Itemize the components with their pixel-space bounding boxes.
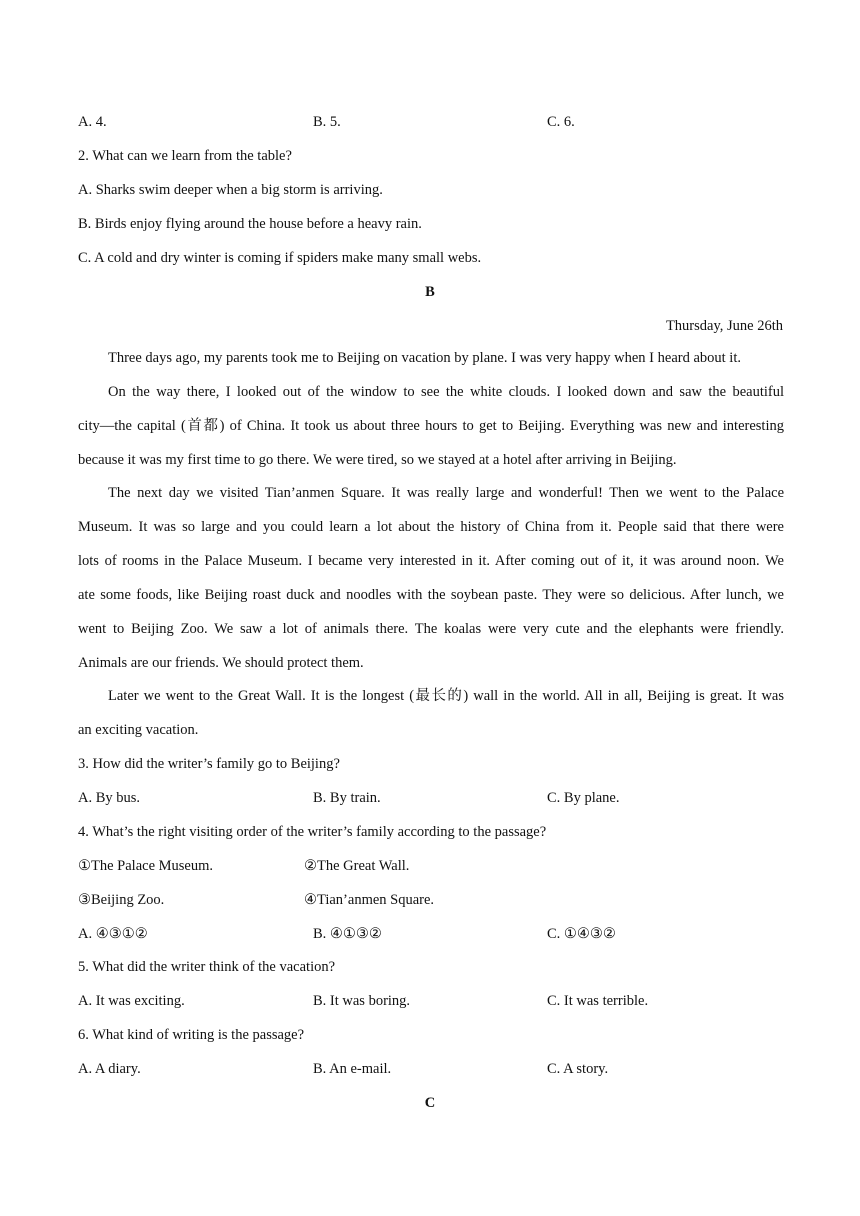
q2-option-b: B. Birds enjoy flying around the house before a heavy rain. <box>78 216 422 232</box>
passage-line: Later we went to the Great Wall. It is the longest (最长的) wall in the world. All in all, Beijing is great. It was <box>108 688 784 704</box>
passage-line: Three days ago, my parents took me to Beijing on vacation by plane. I was very happy when I heard about it. <box>108 350 741 366</box>
q6-option-a: A. A diary. <box>78 1061 141 1077</box>
q2-option-a: A. Sharks swim deeper when a big storm is arriving. <box>78 182 383 198</box>
passage-line: lots of rooms in the Palace Museum. I became very interested in it. After coming out of it, it was around noon. We <box>78 553 784 569</box>
passage-paragraph-3 <box>78 476 784 680</box>
passage-line: ate some foods, like Beijing roast duck and noodles with the soybean paste. They were so delicious. After lunch, we <box>78 587 784 603</box>
q5-option-a: A. It was exciting. <box>78 993 185 1009</box>
q2-option-c: C. A cold and dry winter is coming if spiders make many small webs. <box>78 250 482 266</box>
q4-item-2: ②The Great Wall. <box>304 858 410 874</box>
passage-line: because it was my first time to go there. We were tired, so we stayed at a hotel after arriving in Beijing. <box>78 452 677 468</box>
passage-paragraph-1 <box>78 341 784 375</box>
passage-line: The next day we visited Tian’anmen Square. It was really large and wonderful! Then we went to the Palace <box>108 485 784 501</box>
section-c-heading: C <box>424 1095 436 1111</box>
q4-item-3: ③Beijing Zoo. <box>78 892 165 908</box>
diary-date: Thursday, June 26th <box>665 318 783 334</box>
passage-line: Animals are our friends. We should protect them. <box>78 655 364 671</box>
passage-line: city—the capital (首都) of China. It took us about three hours to get to Beijing. Everything was new and interesting <box>78 418 784 434</box>
q1-option-a: A. 4. <box>78 114 107 130</box>
q5-question: 5. What did the writer think of the vacation? <box>78 959 336 975</box>
q3-option-c: C. By plane. <box>547 790 620 806</box>
q4-item-1: ①The Palace Museum. <box>78 858 214 874</box>
q3-question: 3. How did the writer’s family go to Beijing? <box>78 756 340 772</box>
q5-option-c: C. It was terrible. <box>547 993 649 1009</box>
q4-option-c: C. ①④③② <box>547 926 616 942</box>
q6-question: 6. What kind of writing is the passage? <box>78 1027 305 1043</box>
passage-line: On the way there, I looked out of the window to see the white clouds. I looked down and saw the beautiful <box>108 384 784 400</box>
q4-option-a: A. ④③①② <box>78 926 148 942</box>
q6-option-c: C. A story. <box>547 1061 609 1077</box>
q4-question: 4. What’s the right visiting order of the writer’s family according to the passage? <box>78 824 547 840</box>
passage-paragraph-2 <box>78 375 784 477</box>
q3-option-b: B. By train. <box>313 790 381 806</box>
q5-option-b: B. It was boring. <box>313 993 411 1009</box>
q1-option-c: C. 6. <box>547 114 575 130</box>
q4-item-4: ④Tian’anmen Square. <box>304 892 435 908</box>
q3-option-a: A. By bus. <box>78 790 141 806</box>
q4-option-b: B. ④①③② <box>313 926 382 942</box>
passage-line: an exciting vacation. <box>78 722 199 738</box>
q6-option-b: B. An e-mail. <box>313 1061 392 1077</box>
q1-option-b: B. 5. <box>313 114 341 130</box>
q2-question: 2. What can we learn from the table? <box>78 148 292 164</box>
passage-line: Museum. It was so large and you could learn a lot about the history of China from it. People said that there were <box>78 519 784 535</box>
passage-line: went to Beijing Zoo. We saw a lot of animals there. The koalas were very cute and the elephants were friendly. <box>78 621 784 637</box>
section-b-heading: B <box>425 284 435 300</box>
passage-paragraph-4 <box>78 679 784 747</box>
